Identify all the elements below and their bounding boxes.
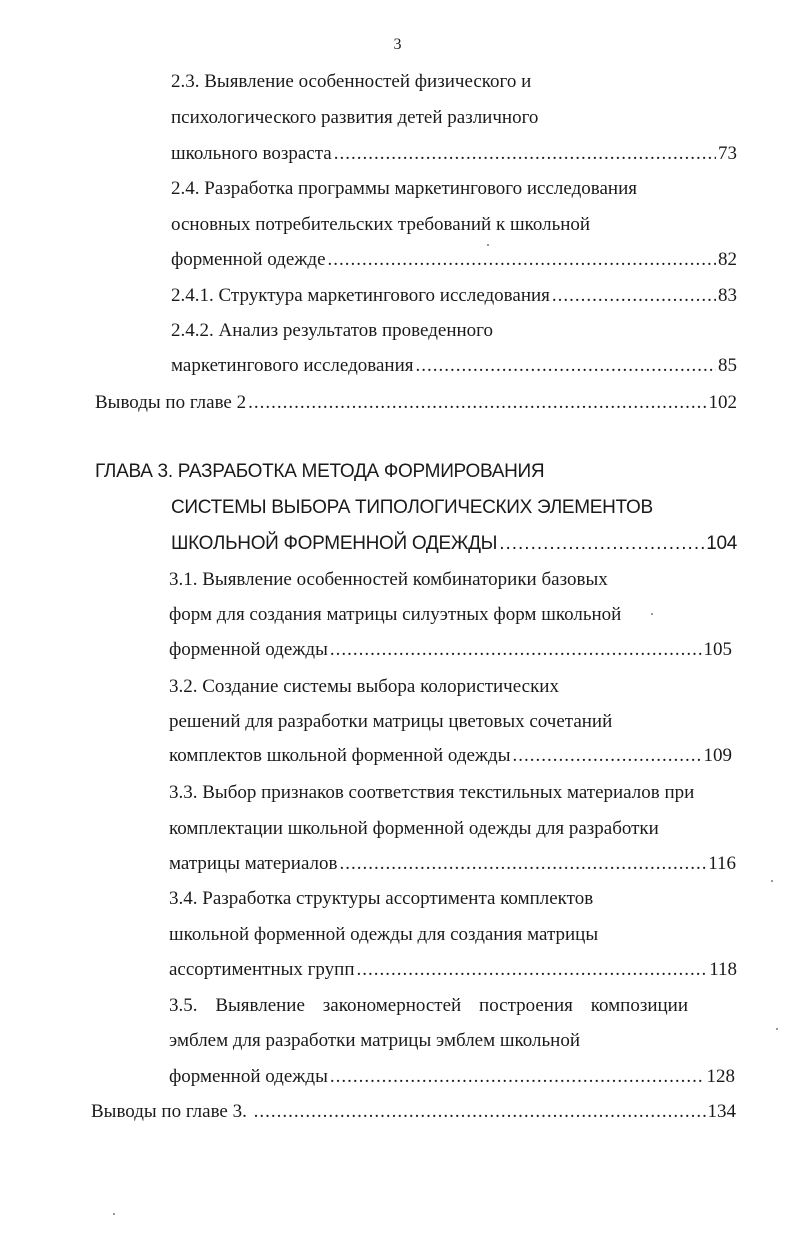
toc-entry-text: 3.2. Создание системы выбора колористических	[169, 676, 559, 697]
page-ref: 85	[718, 355, 737, 376]
chapter-title: ШКОЛЬНОЙ ФОРМЕННОЙ ОДЕЖДЫ	[171, 533, 498, 554]
page-ref: 105	[703, 639, 732, 660]
dot-leader	[552, 284, 716, 308]
dot-leader	[248, 391, 706, 415]
toc-entry-text: Выводы по главе 3.	[91, 1101, 252, 1122]
scan-speck	[776, 1028, 778, 1030]
dot-leader	[330, 638, 702, 662]
toc-entry-text: форменной одежде	[171, 249, 326, 270]
scan-speck	[113, 1213, 115, 1215]
toc-entry-text: форменной одежды	[169, 639, 328, 660]
dot-leader	[499, 532, 704, 556]
page-number: 3	[393, 36, 402, 53]
scan-speck	[487, 244, 489, 246]
dot-leader	[415, 354, 716, 378]
toc-entry-text: 2.4. Разработка программы маркетингового исследования	[171, 178, 637, 199]
page-ref: 109	[703, 745, 732, 766]
dot-leader	[328, 248, 716, 272]
page-ref: 102	[708, 392, 737, 413]
toc-entry-text: 3.5. Выявление закономерностей построения композиции	[169, 995, 688, 1016]
toc-entry-text: 2.4.2. Анализ результатов проведенного	[171, 320, 493, 341]
page-ref: 118	[709, 959, 737, 980]
page-ref: 104	[706, 533, 737, 554]
page-ref: 134	[707, 1101, 736, 1122]
page-ref: 82	[718, 249, 737, 270]
page-ref: 116	[708, 853, 736, 874]
page-ref: 83	[718, 285, 737, 306]
toc-entry-text: 2.4.1. Структура маркетингового исследования	[171, 285, 550, 306]
dot-leader	[334, 142, 716, 166]
toc-entry-text: ассортиментных групп	[169, 959, 355, 980]
chapter-title: СИСТЕМЫ ВЫБОРА ТИПОЛОГИЧЕСКИХ ЭЛЕМЕНТОВ	[171, 497, 653, 518]
chapter-title: ГЛАВА 3. РАЗРАБОТКА МЕТОДА ФОРМИРОВАНИЯ	[95, 461, 545, 482]
toc-entry-text: форм для создания матрицы силуэтных форм школьной	[169, 604, 622, 625]
toc-entry-text: 3.4. Разработка структуры ассортимента комплектов	[169, 888, 594, 909]
dot-leader	[330, 1065, 705, 1089]
scan-speck	[651, 613, 653, 615]
toc-entry-text: матрицы материалов	[169, 853, 338, 874]
toc-entry-text: 2.3. Выявление особенностей физического и	[171, 71, 532, 92]
toc-entry-text: Выводы по главе 2	[95, 392, 247, 413]
page-ref: 128	[706, 1066, 735, 1087]
toc-entry-text: форменной одежды	[169, 1066, 328, 1087]
toc-entry-text: 3.3. Выбор признаков соответствия текстильных материалов при	[169, 782, 695, 803]
toc-entry-text: 3.1. Выявление особенностей комбинаторики базовых	[169, 569, 608, 590]
toc-entry-text: комплектов школьной форменной одежды	[169, 745, 511, 766]
toc-entry-text: комплектации школьной форменной одежды для разработки	[169, 818, 659, 839]
dot-leader	[357, 958, 708, 982]
toc-entry-text: эмблем для разработки матрицы эмблем школьной	[169, 1030, 581, 1051]
dot-leader	[254, 1100, 706, 1124]
dot-leader	[513, 744, 702, 768]
scan-speck	[771, 880, 773, 882]
toc-entry-text: основных потребительских требований к школьной	[171, 214, 591, 235]
dot-leader	[340, 852, 707, 876]
toc-entry-text: школьной форменной одежды для создания матрицы	[169, 924, 599, 945]
toc-entry-text: решений для разработки матрицы цветовых сочетаний	[169, 711, 613, 732]
page-ref: 73	[718, 143, 737, 164]
toc-entry-text: психологического развития детей различного	[171, 107, 539, 128]
toc-entry-text: школьного возраста	[171, 143, 332, 164]
toc-entry-text: маркетингового исследования	[171, 355, 414, 376]
